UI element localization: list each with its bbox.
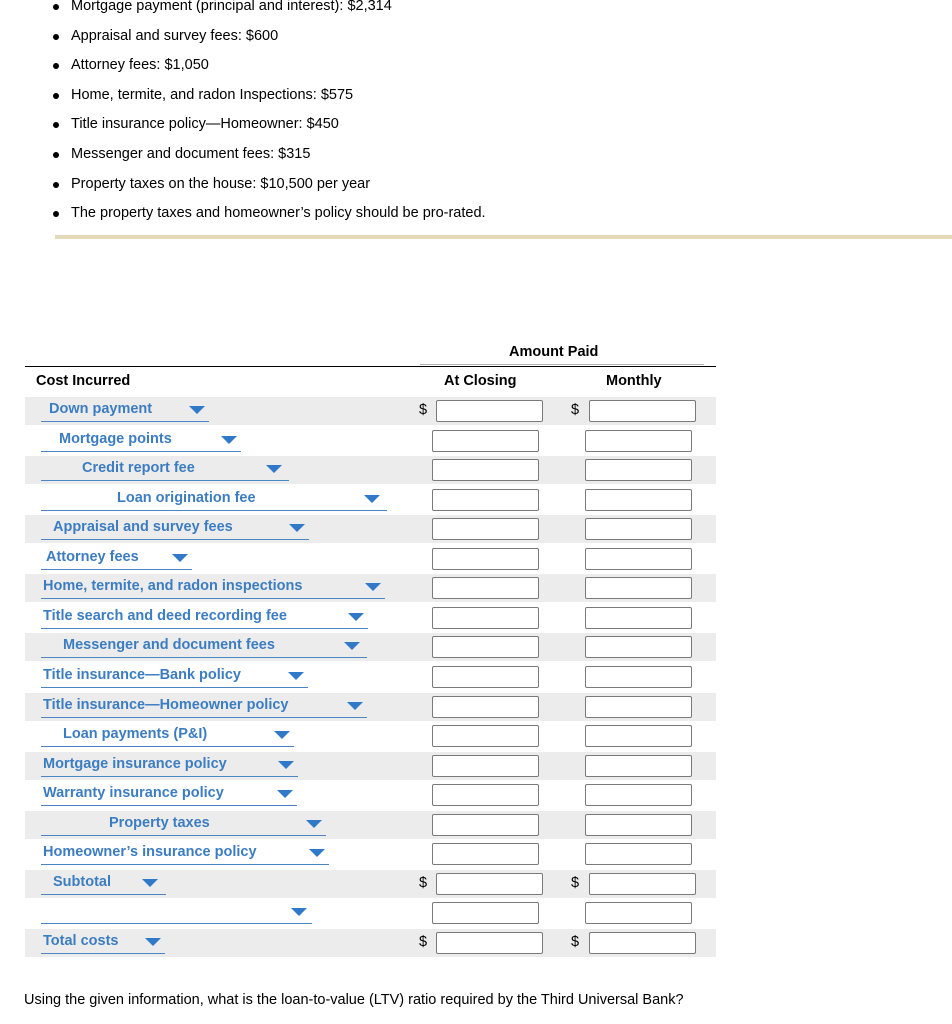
amount-paid-header: Amount Paid <box>509 344 599 360</box>
at-closing-input[interactable] <box>432 902 539 924</box>
monthly-input[interactable] <box>585 459 692 481</box>
cost-type-dropdown[interactable] <box>41 400 209 422</box>
cost-type-dropdown[interactable] <box>41 814 326 836</box>
cost-type-dropdown[interactable] <box>41 873 166 895</box>
cost-row <box>25 663 716 691</box>
at-closing-input[interactable] <box>432 725 539 747</box>
dropdown-arrow-icon[interactable] <box>348 613 364 621</box>
dropdown-label: Home, termite, and radon inspections <box>43 578 303 595</box>
at-closing-input[interactable] <box>432 430 539 452</box>
monthly-input[interactable] <box>585 814 692 836</box>
cost-type-dropdown[interactable] <box>41 518 309 540</box>
cost-row <box>25 604 716 632</box>
dropdown-label: Loan origination fee <box>117 489 256 506</box>
dropdown-label: Homeowner’s insurance policy <box>43 844 257 861</box>
dropdown-arrow-icon[interactable] <box>274 731 290 739</box>
cost-row <box>25 574 716 602</box>
bullet-item: Appraisal and survey fees: $600 <box>52 23 486 53</box>
cost-type-dropdown[interactable] <box>41 725 294 747</box>
monthly-input[interactable] <box>585 548 692 570</box>
dropdown-label: Title search and deed recording fee <box>43 607 287 624</box>
dropdown-label: Warranty insurance policy <box>43 785 224 802</box>
monthly-input[interactable] <box>585 725 692 747</box>
at-closing-input[interactable] <box>432 784 539 806</box>
dropdown-arrow-icon[interactable] <box>347 702 363 710</box>
dropdown-arrow-icon[interactable] <box>189 406 205 414</box>
dropdown-label: Down payment <box>49 401 153 417</box>
at-closing-input[interactable] <box>432 843 539 865</box>
at-closing-input[interactable] <box>436 400 543 422</box>
bullet-item: Attorney fees: $1,050 <box>52 52 486 82</box>
dropdown-label: Credit report fee <box>82 460 195 477</box>
dropdown-label: Title insurance—Bank policy <box>43 666 241 683</box>
at-closing-input[interactable] <box>432 636 539 658</box>
dropdown-arrow-icon[interactable] <box>278 761 294 769</box>
monthly-input[interactable] <box>585 489 692 511</box>
cost-row <box>25 486 716 514</box>
cost-type-dropdown[interactable] <box>41 784 297 806</box>
given-info-list <box>52 0 486 230</box>
dropdown-label: Loan payments (P&I) <box>63 726 208 743</box>
monthly-input[interactable] <box>585 696 692 718</box>
cost-type-dropdown[interactable] <box>41 666 308 688</box>
cost-row <box>25 840 716 868</box>
monthly-input[interactable] <box>589 932 696 954</box>
at-closing-input[interactable] <box>432 459 539 481</box>
dropdown-arrow-icon[interactable] <box>365 583 381 591</box>
monthly-input[interactable] <box>585 755 692 777</box>
bullet-item: Title insurance policy—Homeowner: $450 <box>52 111 486 141</box>
monthly-input[interactable] <box>585 577 692 599</box>
bullet-item: Messenger and document fees: $315 <box>52 141 486 171</box>
dropdown-label: Appraisal and survey fees <box>53 519 233 536</box>
at-closing-input[interactable] <box>432 548 539 570</box>
dropdown-label: Property taxes <box>109 814 210 831</box>
dropdown-arrow-icon[interactable] <box>145 938 161 946</box>
monthly-input[interactable] <box>589 873 696 895</box>
monthly-header: Monthly <box>606 373 662 389</box>
cost-row <box>25 781 716 809</box>
dropdown-label: Subtotal <box>53 873 111 890</box>
dropdown-arrow-icon[interactable] <box>289 524 305 532</box>
currency-sign: $ <box>571 874 580 891</box>
currency-sign: $ <box>419 933 428 950</box>
cost-row <box>25 515 716 543</box>
dropdown-arrow-icon[interactable] <box>309 849 325 857</box>
monthly-input[interactable] <box>585 843 692 865</box>
monthly-input[interactable] <box>585 636 692 658</box>
dropdown-arrow-icon[interactable] <box>288 672 304 680</box>
at-closing-input[interactable] <box>432 518 539 540</box>
cost-type-dropdown[interactable] <box>41 489 387 511</box>
currency-sign: $ <box>571 933 580 950</box>
at-closing-header: At Closing <box>444 373 517 389</box>
at-closing-input[interactable] <box>432 696 539 718</box>
dropdown-arrow-icon[interactable] <box>142 879 158 887</box>
cost-row <box>25 752 716 780</box>
at-closing-input[interactable] <box>436 932 543 954</box>
at-closing-input[interactable] <box>432 666 539 688</box>
cost-row <box>25 456 716 484</box>
dropdown-arrow-icon[interactable] <box>291 908 307 916</box>
dropdown-label: Total costs <box>43 932 119 949</box>
monthly-input[interactable] <box>589 400 696 422</box>
dropdown-arrow-icon[interactable] <box>172 554 188 562</box>
cost-type-dropdown[interactable] <box>41 843 329 865</box>
bullet-item: Home, termite, and radon Inspections: $575 <box>52 82 486 112</box>
currency-sign: $ <box>419 402 428 418</box>
dropdown-arrow-icon[interactable] <box>266 465 282 473</box>
cost-row <box>25 811 716 839</box>
dropdown-label: Title insurance—Homeowner policy <box>43 696 289 713</box>
dropdown-arrow-icon[interactable] <box>221 436 237 444</box>
dropdown-label: Messenger and document fees <box>63 637 275 654</box>
bullet-item: The property taxes and homeowner’s policy should be pro-rated. <box>52 200 486 230</box>
section-divider <box>55 235 952 239</box>
monthly-input[interactable] <box>585 607 692 629</box>
monthly-input[interactable] <box>585 784 692 806</box>
dropdown-arrow-icon[interactable] <box>306 820 322 828</box>
cost-type-dropdown[interactable] <box>41 696 367 718</box>
at-closing-input[interactable] <box>432 607 539 629</box>
at-closing-input[interactable] <box>432 814 539 836</box>
question-text: Using the given information, what is the loan-to-value (LTV) ratio required by the Third Universal Bank? <box>24 992 684 1008</box>
cost-type-dropdown[interactable] <box>41 636 367 658</box>
cost-row <box>25 693 716 721</box>
bullet-item: Mortgage payment (principal and interest): $2,314 <box>52 0 486 23</box>
at-closing-input[interactable] <box>432 489 539 511</box>
cost-type-dropdown[interactable] <box>41 932 165 954</box>
cost-row <box>25 427 716 455</box>
cost-row <box>25 870 716 898</box>
monthly-input[interactable] <box>585 430 692 452</box>
cost-row <box>25 545 716 573</box>
cost-type-dropdown[interactable] <box>41 607 368 629</box>
currency-sign: $ <box>571 402 580 418</box>
monthly-input[interactable] <box>585 518 692 540</box>
cost-type-dropdown[interactable] <box>41 459 289 481</box>
monthly-input[interactable] <box>585 902 692 924</box>
dropdown-arrow-icon[interactable] <box>277 790 293 798</box>
cost-row <box>25 929 716 957</box>
at-closing-input[interactable] <box>436 873 543 895</box>
header-divider <box>420 364 704 365</box>
cost-type-dropdown[interactable] <box>41 755 298 777</box>
dropdown-label: Mortgage points <box>59 430 172 447</box>
at-closing-input[interactable] <box>432 577 539 599</box>
cost-type-dropdown[interactable] <box>41 548 192 570</box>
cost-row <box>25 633 716 661</box>
cost-row <box>25 722 716 750</box>
dropdown-label: Attorney fees <box>46 548 139 565</box>
cost-incurred-header: Cost Incurred <box>36 373 131 389</box>
dropdown-label: Mortgage insurance policy <box>43 755 227 772</box>
header-rule <box>25 366 716 367</box>
monthly-input[interactable] <box>585 666 692 688</box>
bullet-item: Property taxes on the house: $10,500 per year <box>52 171 486 201</box>
at-closing-input[interactable] <box>432 755 539 777</box>
dropdown-arrow-icon[interactable] <box>364 495 380 503</box>
cost-row <box>25 397 716 425</box>
cost-type-dropdown[interactable] <box>41 430 241 452</box>
cost-type-dropdown[interactable] <box>41 902 312 924</box>
currency-sign: $ <box>419 874 428 891</box>
cost-type-dropdown[interactable] <box>41 577 385 599</box>
dropdown-arrow-icon[interactable] <box>344 642 360 650</box>
cost-row <box>25 899 716 927</box>
